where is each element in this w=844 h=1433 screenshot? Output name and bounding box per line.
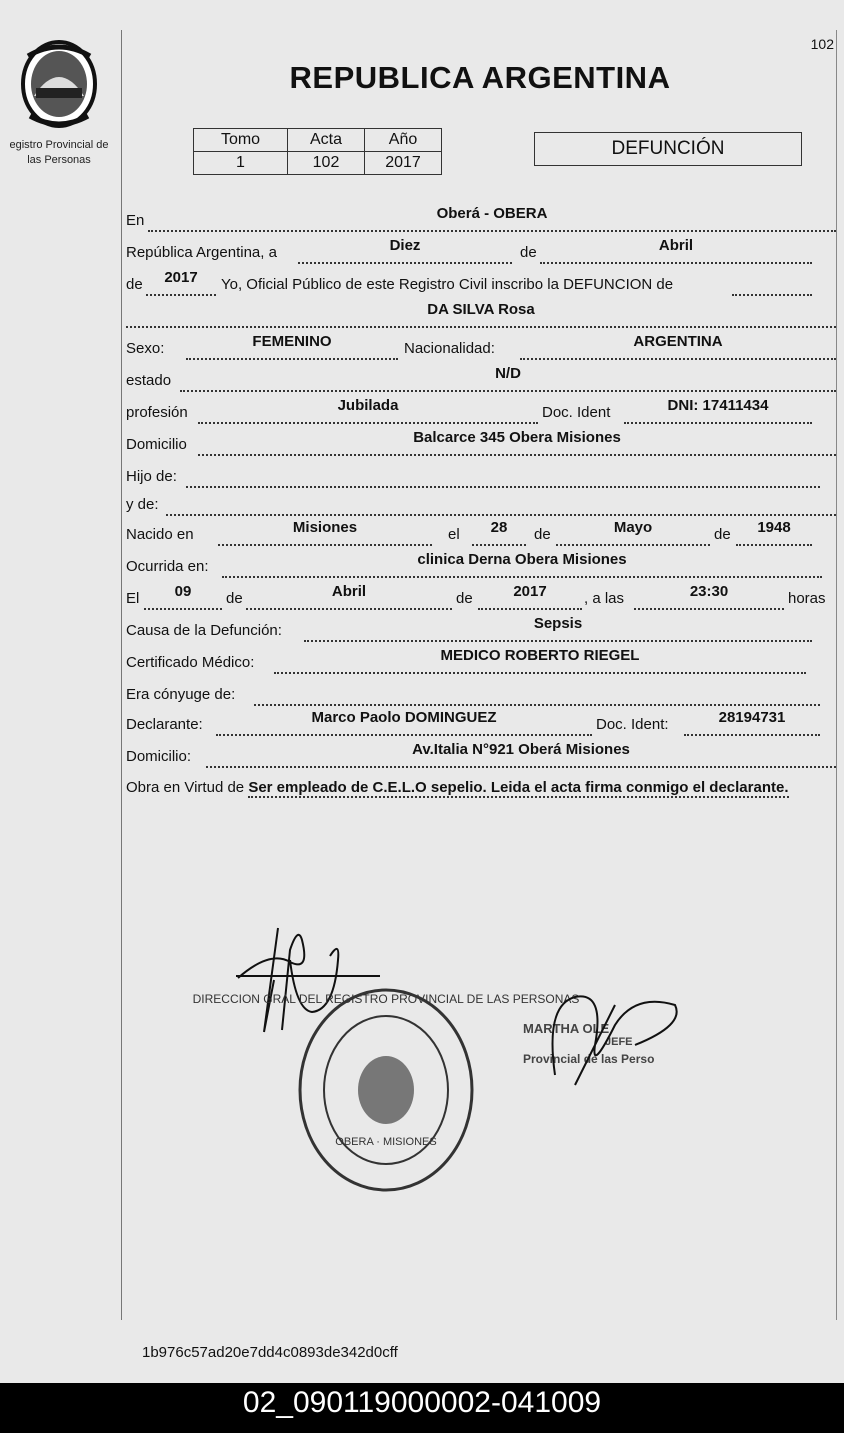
row-hijo: [126, 468, 836, 490]
hora-value: 23:30: [634, 582, 784, 610]
alas-label: , a las: [584, 590, 625, 607]
def-de2-label: de: [456, 590, 473, 607]
domicilio-value: Balcarce 345 Obera Misiones: [198, 428, 836, 456]
doc2-label: Doc. Ident:: [596, 716, 669, 733]
def-dia: 09: [144, 582, 222, 610]
registry-table: [193, 128, 442, 175]
def-mes: Abril: [246, 582, 452, 610]
profesion-label: profesión: [126, 404, 188, 421]
mes-value: Abril: [540, 236, 812, 264]
estado-label: estado: [126, 372, 172, 389]
stamp-rect-line3: Provincial de las Perso: [523, 1052, 655, 1066]
nacido-de2-label: de: [714, 526, 731, 543]
stamp-rect-line2: JEFE: [605, 1036, 633, 1048]
acta-value: 102: [288, 152, 365, 175]
nacionalidad-value: ARGENTINA: [520, 332, 836, 360]
row-sexo: [126, 333, 836, 362]
doc-ident-label: Doc. Ident: [542, 404, 611, 421]
hijo-value: [186, 460, 820, 488]
def-de1-label: de: [226, 590, 243, 607]
y-de-value: [166, 488, 836, 516]
row-anio: [126, 269, 836, 298]
nacido-mes: Mayo: [556, 518, 710, 546]
domicilio-label: Domicilio: [126, 436, 187, 453]
certificado-value: MEDICO ROBERTO RIEGEL: [274, 646, 806, 674]
nacido-el-label: el: [448, 526, 460, 543]
republica-label: República Argentina, a: [126, 244, 277, 261]
hijo-label: Hijo de:: [126, 468, 177, 485]
stamp-rect-line1: MARTHA OLE: [523, 1021, 610, 1036]
causa-value: Sepsis: [304, 614, 812, 642]
certificado-label: Certificado Médico:: [126, 654, 255, 671]
anio-value: 2017: [146, 268, 216, 296]
document-title: REPUBLICA ARGENTINA: [289, 60, 671, 95]
nacido-anio: 1948: [736, 518, 812, 546]
logo-caption-1: egistro Provincial de: [9, 139, 109, 151]
row-nombre: [126, 301, 836, 330]
ocurrida-value: clinica Derna Obera Misiones: [222, 550, 822, 578]
obra-label: Obra en Virtud de: [126, 779, 245, 796]
row-estado: [126, 365, 836, 394]
stamp-round-text: DIRECCION GRAL DEL REGISTRO PROVINCIAL DE LAS PERSONAS: [192, 992, 580, 1006]
document-hash: 1b976c57ad20e7dd4c0893de342d0cff: [142, 1344, 398, 1361]
dia-value: Diez: [298, 236, 512, 264]
def-anio: 2017: [478, 582, 582, 610]
declarante-label: Declarante:: [126, 716, 203, 733]
row-conyuge: [126, 686, 836, 708]
conyuge-value: [254, 678, 820, 706]
acta-header: Acta: [288, 129, 365, 152]
row-y-de: [126, 496, 836, 518]
tomo-value: 1: [194, 152, 288, 175]
row-fecha-defuncion: [126, 583, 836, 612]
row-certificado: [126, 647, 836, 676]
domicilio2-value: Av.Italia N°921 Oberá Misiones: [206, 740, 836, 768]
left-margin-line: [121, 30, 122, 1320]
obra-paragraph: [126, 776, 836, 799]
row-causa: [126, 615, 836, 644]
document-type-box: DEFUNCIÓN: [534, 132, 802, 166]
causa-label: Causa de la Defunción:: [126, 622, 282, 639]
row-profesion: [126, 397, 836, 426]
nombre-value: DA SILVA Rosa: [126, 300, 836, 328]
anio-de-label: de: [126, 276, 143, 293]
misiones-seal-icon: [14, 38, 104, 132]
jefe-stamp-signature: [515, 985, 715, 1105]
en-label: En: [126, 212, 145, 229]
nacido-value: Misiones: [218, 518, 432, 546]
nacido-dia: 28: [472, 518, 526, 546]
estado-value: N/D: [180, 364, 836, 392]
de-label: de: [520, 244, 537, 261]
registry-value-row: [194, 152, 442, 175]
row-domicilio-declarante: [126, 741, 836, 770]
doc-ident-value: DNI: 17411434: [624, 396, 812, 424]
row-nacido: [126, 519, 836, 548]
row-declarante: [126, 709, 836, 738]
obra-value: Ser empleado de C.E.L.O sepelio. Leida el acta firma conmigo el declarante.: [248, 779, 789, 796]
footer-code: 02_090119000002-041009: [0, 1383, 844, 1433]
horas-label: horas: [788, 590, 826, 607]
el2-label: El: [126, 590, 140, 607]
stamp-inner-text: OBERA · MISIONES: [335, 1136, 437, 1148]
row-en: [126, 205, 836, 234]
y-de-label: y de:: [126, 496, 159, 513]
nacido-de1-label: de: [534, 526, 551, 543]
row-republica: [126, 237, 836, 266]
page-number: 102: [810, 36, 834, 52]
logo-caption-2: las Personas: [27, 154, 91, 166]
right-margin-line: [836, 30, 837, 1320]
row-ocurrida: [126, 551, 836, 580]
sexo-label: Sexo:: [126, 340, 165, 357]
conyuge-label: Era cónyuge de:: [126, 686, 236, 703]
inscribo-text: Yo, Oficial Público de este Registro Civil inscribo la DEFUNCION de: [221, 276, 674, 293]
registry-header-row: [194, 129, 442, 152]
nacido-label: Nacido en: [126, 526, 194, 543]
domicilio2-label: Domicilio:: [126, 748, 192, 765]
sexo-value: FEMENINO: [186, 332, 398, 360]
anio-value: 2017: [365, 152, 442, 175]
tomo-header: Tomo: [194, 129, 288, 152]
ocurrida-label: Ocurrida en:: [126, 558, 209, 575]
inscribo-blank: [732, 268, 812, 296]
doc2-value: 28194731: [684, 708, 820, 736]
declarante-value: Marco Paolo DOMINGUEZ: [216, 708, 592, 736]
province-logo: [0, 38, 118, 167]
row-domicilio: [126, 429, 836, 458]
en-value: Oberá - OBERA: [148, 204, 836, 232]
profesion-value: Jubilada: [198, 396, 538, 424]
nacionalidad-label: Nacionalidad:: [404, 340, 495, 357]
anio-header: Año: [365, 129, 442, 152]
